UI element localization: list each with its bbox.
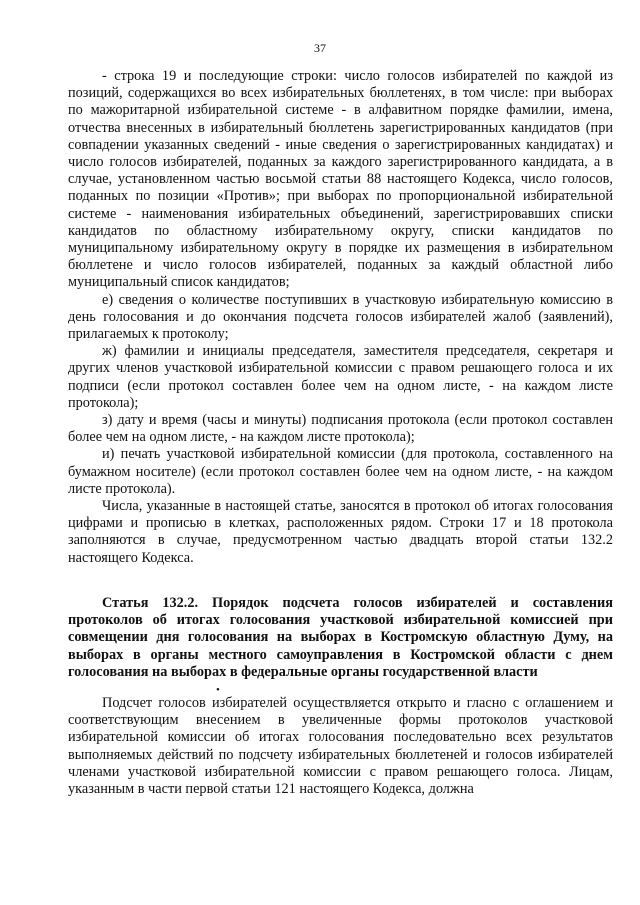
paragraph-numbers-note: Числа, указанные в настоящей статье, заносятся в протокол об итогах голосования цифрами и прописью в клетках, расположенных рядом. Строки 17 и 18 протокола заполняются в случае, предусмотренном частью двадцать второй статьи 132.2 настоящего Кодекса. bbox=[68, 498, 613, 566]
stray-mark: • bbox=[216, 683, 220, 696]
paragraph-item-z: з) дату и время (часы и минуты) подписания протокола (если протокол составлен более чем на одном листе, - на каждом листе протокола); bbox=[68, 412, 613, 446]
document-body bbox=[68, 68, 613, 798]
article-heading: Статья 132.2. Порядок подсчета голосов избирателей и составления протоколов об итогах голосования участковой избирательной комиссией при совмещении дня голосования на выборах в Костромскую областную Думу, на выборах в органы местного самоуправления в Костромской области с днем голосования на выборах в федеральные органы государственной власти bbox=[68, 594, 613, 680]
page-number: 37 bbox=[314, 41, 326, 55]
paragraph-item-zh: ж) фамилии и инициалы председателя, заместителя председателя, секретаря и других членов участковой избирательной комиссии с правом решающего голоса и их подписи (если протокол составлен более чем на одном листе, - на каждом листе протокола); bbox=[68, 343, 613, 411]
paragraph-counting-procedure: Подсчет голосов избирателей осуществляется открыто и гласно с оглашением и соответствующим внесением в увеличенные формы протоколов участковой избирательной комиссии об итогах голосования последовательно всех результатов выполняемых действий по подсчету избирательных бюллетеней и голосов избирателей членами участковой избирательной комиссии с правом решающего голоса. Лицам, указанным в части первой статьи 121 настоящего Кодекса, должна bbox=[68, 694, 613, 797]
paragraph-line-19: - строка 19 и последующие строки: число голосов избирателей по каждой из позиций, содержащихся во всех избирательных бюллетенях, в том числе: при выборах по мажоритарной избирательной системе - в алфавитном порядке фамилии, имена, отчества внесенных в избирательный бюллетень зарегистрированных кандидатов (при совпадении указанных сведений - иные сведения о зарегистрированных кандидатах) и число голосов избирателей, поданных за каждого зарегистрированного кандидата, а в случае, установленном частью восьмой статьи 88 настоящего Кодекса, число голосов, поданных по позиции «Против»; при выборах по пропорциональной избирательной системе - наименования избирательных объединений, зарегистрировавших списки кандидатов по областному избирательному округу, списки кандидатов по муниципальному избирательному округу в порядке их размещения в избирательном бюллетене и число голосов избирателей, поданных за каждый областной либо муниципальный список кандидатов; bbox=[68, 68, 613, 291]
paragraph-item-e: е) сведения о количестве поступивших в участковую избирательную комиссию в день голосования и до окончания подсчета голосов избирателей жалоб (заявлений), прилагаемых к протоколу; bbox=[68, 291, 613, 343]
paragraph-item-i: и) печать участковой избирательной комиссии (для протокола, составленного на бумажном носителе) (если протокол составлен более чем на одном листе, - на каждом листе протокола). bbox=[68, 446, 613, 497]
